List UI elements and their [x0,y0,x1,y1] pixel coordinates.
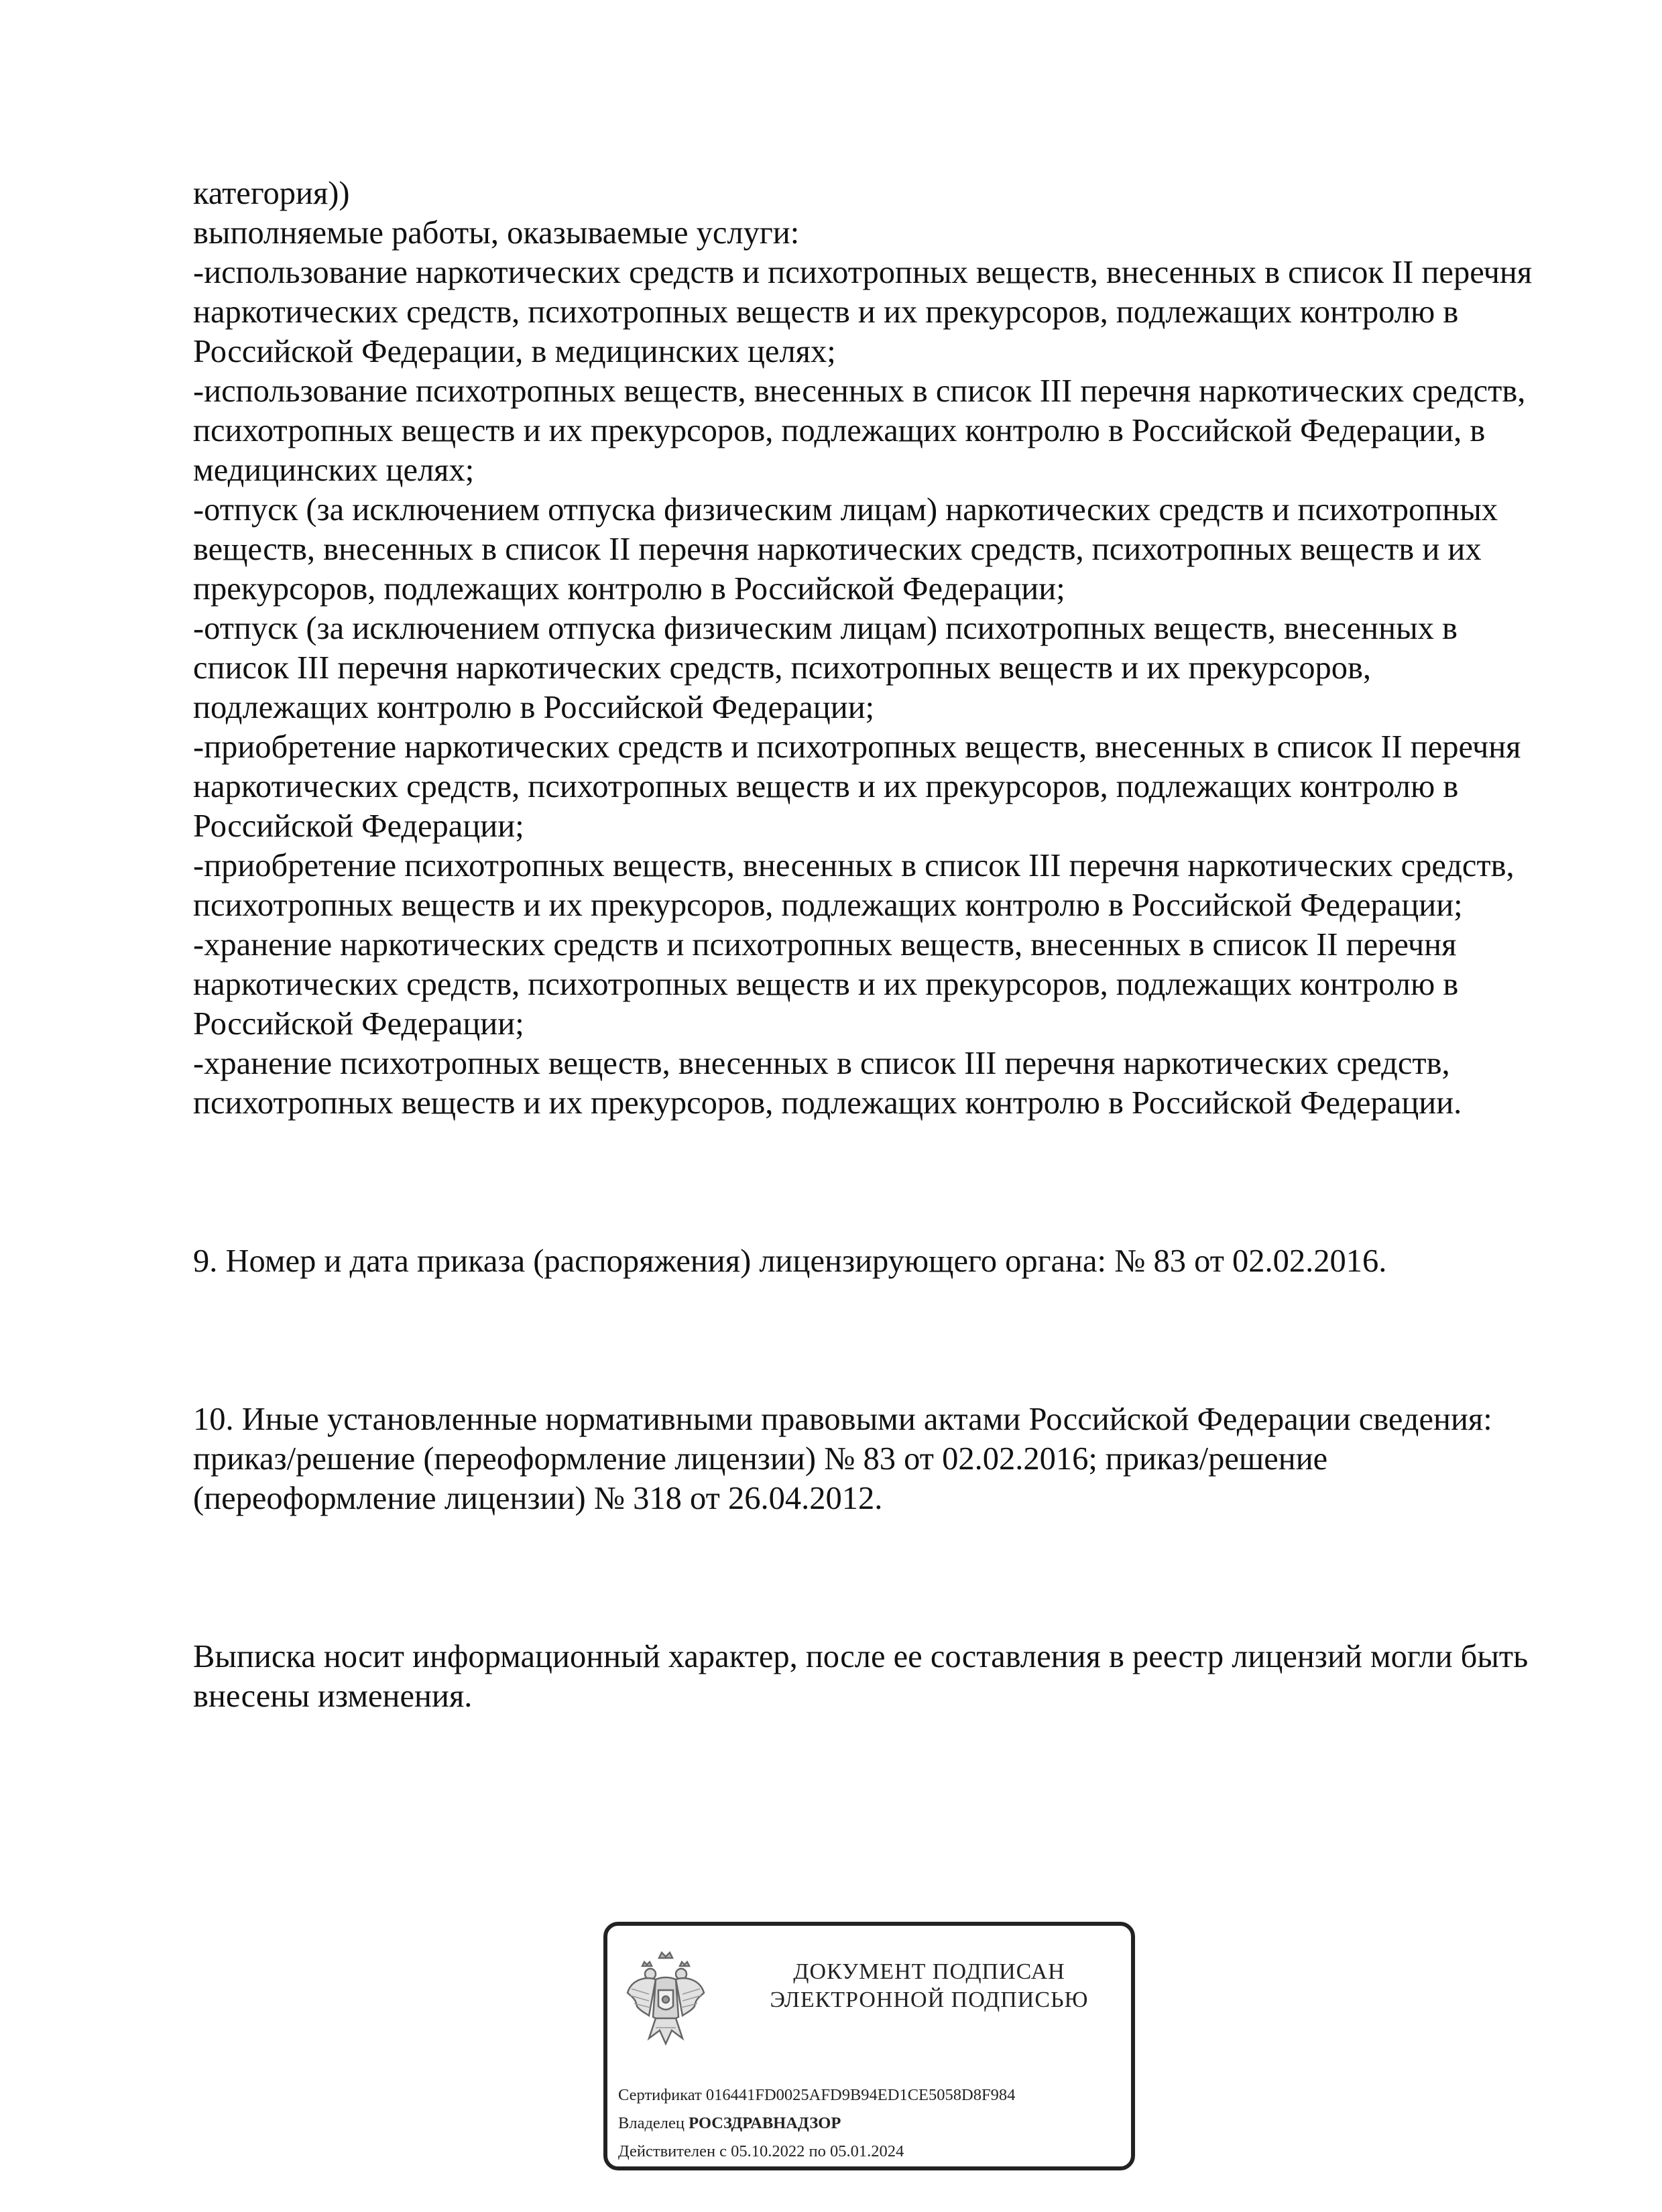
paragraph-gap [193,1558,1561,1597]
stamp-heading-line2: ЭЛЕКТРОННОЙ ПОДПИСЬЮ [770,1987,1089,2012]
disclaimer-paragraph: Выписка носит информационный характер, после ее составления в реестр лицензий могли быть внесены изменения. [193,1639,1529,1714]
certificate-label: Сертификат [618,2086,702,2104]
stamp-details [618,2081,1128,2166]
certificate-value: 016441FD0025AFD9B94ED1CE5058D8F984 [705,2086,1016,2104]
owner-label: Владелец [618,2114,685,2132]
other-info-paragraph: 10. Иные установленные нормативными правовыми актами Российской Федерации сведения: приказ/решение (переоформление лицензии) № 83 от 02.02.2016; приказ/решение (переоформление лицензии) № 318 от 26.04.2012. [193,1402,1492,1516]
order-number-paragraph: 9. Номер и дата приказа (распоряжения) лицензирующего органа: № 83 от 02.02.2016. [193,1243,1387,1279]
validity-line: Действителен с 05.10.2022 по 05.01.2024 [618,2142,904,2160]
owner-value: РОСЗДРАВНАДЗОР [689,2114,841,2132]
paragraph-gap [193,1162,1561,1202]
paragraph-gap [193,1320,1561,1360]
stamp-heading [735,1958,1124,2014]
services-list-paragraph: категория)) выполняемые работы, оказываемые услуги: -использование наркотических средств и психотропных веществ, внесенных в список II перечня наркотических средств, психотропных веществ и их прекурсоров, подлежащих контролю в Российской Федерации, в медицинских целях; -использование психотропных веществ, внесенных в список III перечня наркотических средств, психотропных веществ и их прекурсоров, подлежащих контролю в Российской Федерации, в медицинских целях; -отпуск (за исключением отпуска физическим лицам) наркотических средств и психотропных веществ, внесенных в список II перечня наркотических средств, психотропных веществ и их прекурсоров, подлежащих контролю в Российской Федерации; -отпуск (за исключением отпуска физическим лицам) психотропных веществ, внесенных в список III перечня наркотических средств, психотропных веществ и их прекурсоров, подлежащих контролю в Российской Федерации; -приобретение наркотических средств и психотропных веществ, внесенных в список II перечня наркотических средств, психотропных веществ и их прекурсоров, подлежащих контролю в Российской Федерации; -приобретение психотропных веществ, внесенных в список III перечня наркотических средств, психотропных веществ и их прекурсоров, подлежащих контролю в Российской Федерации; -хранение наркотических средств и психотропных веществ, внесенных в список II перечня наркотических средств, психотропных веществ и их прекурсоров, подлежащих контролю в Российской Федерации; -хранение психотропных веществ, внесенных в список III перечня наркотических средств, психотропных веществ и их прекурсоров, подлежащих контролю в Российской Федерации. [193,176,1533,1121]
coat-of-arms-icon [622,1946,709,2050]
electronic-signature-stamp [603,1922,1135,2170]
owner-line [618,2109,1128,2138]
document-body [193,134,1561,1756]
certificate-line [618,2081,1128,2109]
stamp-heading-line1: ДОКУМЕНТ ПОДПИСАН [793,1959,1065,1984]
